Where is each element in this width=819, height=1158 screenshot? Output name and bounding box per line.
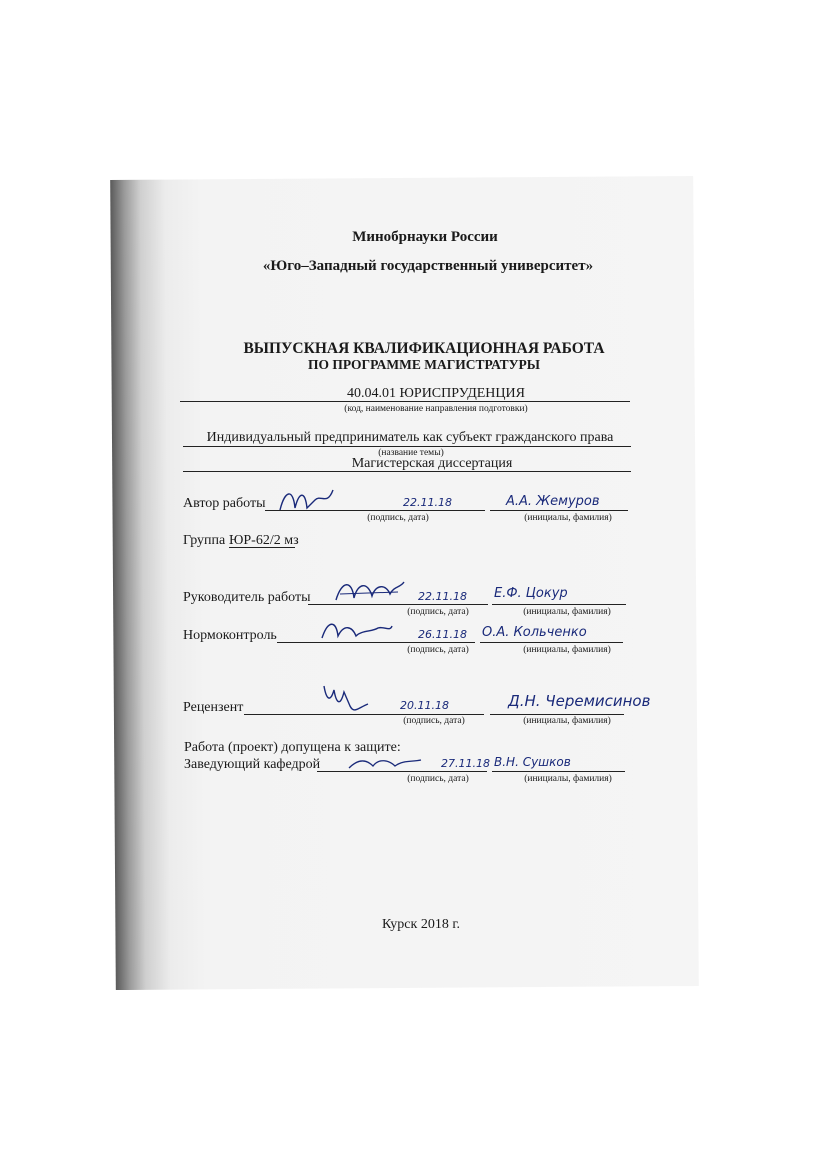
direction-value: 40.04.01 ЮРИСПРУДЕНЦИЯ [347, 386, 525, 401]
author-name-line [490, 510, 628, 511]
supervisor-name-line [492, 604, 626, 605]
author-name-caption: (инициалы, фамилия) [524, 513, 612, 523]
reviewer-name-caption: (инициалы, фамилия) [523, 716, 611, 726]
document-title: ВЫПУСКНАЯ КВАЛИФИКАЦИОННАЯ РАБОТА [243, 340, 605, 357]
topic-line [183, 446, 631, 447]
group-value: ЮР-62/2 мз [229, 533, 299, 548]
normcontrol-signature [318, 614, 396, 648]
supervisor-name-caption: (инициалы, фамилия) [523, 607, 611, 617]
head-name-line [492, 771, 625, 772]
head-name-caption: (инициалы, фамилия) [524, 774, 612, 784]
reviewer-date: 20.11.18 [400, 699, 449, 712]
normcontrol-label: Нормоконтроль [183, 628, 277, 643]
author-date: 22.11.18 [403, 496, 452, 509]
head-signature [345, 752, 425, 776]
normcontrol-name-line [480, 642, 623, 643]
work-type: Магистерская диссертация [351, 456, 513, 471]
head-name: В.Н. Сушков [494, 755, 571, 769]
admission-text: Работа (проект) допущена к защите: [184, 740, 401, 755]
work-type-line [183, 471, 631, 472]
topic-caption: (название темы) [378, 448, 444, 458]
supervisor-label: Руководитель работы [183, 590, 311, 605]
normcontrol-sign-caption: (подпись, дата) [407, 645, 469, 655]
author-name: А.А. Жемуров [506, 494, 600, 509]
reviewer-label: Рецензент [183, 700, 244, 715]
head-date: 27.11.18 [441, 757, 490, 770]
supervisor-signature [330, 574, 410, 612]
topic-value: Индивидуальный предприниматель как субъект гражданского права [206, 430, 614, 445]
ministry-name: Минобрнауки России [352, 229, 498, 245]
head-label: Заведующий кафедрой [184, 757, 321, 772]
normcontrol-name: О.А. Кольченко [482, 625, 587, 640]
document-subtitle: ПО ПРОГРАММЕ МАГИСТРАТУРЫ [307, 357, 541, 372]
reviewer-sign-caption: (подпись, дата) [403, 716, 465, 726]
reviewer-name-line [490, 714, 624, 715]
supervisor-sign-caption: (подпись, дата) [407, 607, 469, 617]
supervisor-date: 22.11.18 [418, 590, 467, 603]
reviewer-signature [318, 678, 378, 720]
author-sign-caption: (подпись, дата) [367, 513, 429, 523]
supervisor-name: Е.Ф. Цокур [494, 586, 568, 601]
university-name: «Юго–Западный государственный университет» [262, 258, 594, 274]
group-line [229, 547, 295, 548]
direction-caption: (код, наименование направления подготовки) [344, 404, 528, 414]
reviewer-name: Д.Н. Черемисинов [508, 692, 651, 710]
author-label: Автор работы [183, 496, 266, 511]
direction-line [180, 401, 630, 402]
head-sign-caption: (подпись, дата) [407, 774, 469, 784]
normcontrol-date: 26.11.18 [418, 628, 467, 641]
group-label: Группа [183, 533, 226, 548]
city-year: Курск 2018 г. [382, 917, 460, 932]
normcontrol-name-caption: (инициалы, фамилия) [523, 645, 611, 655]
author-signature [275, 480, 345, 520]
